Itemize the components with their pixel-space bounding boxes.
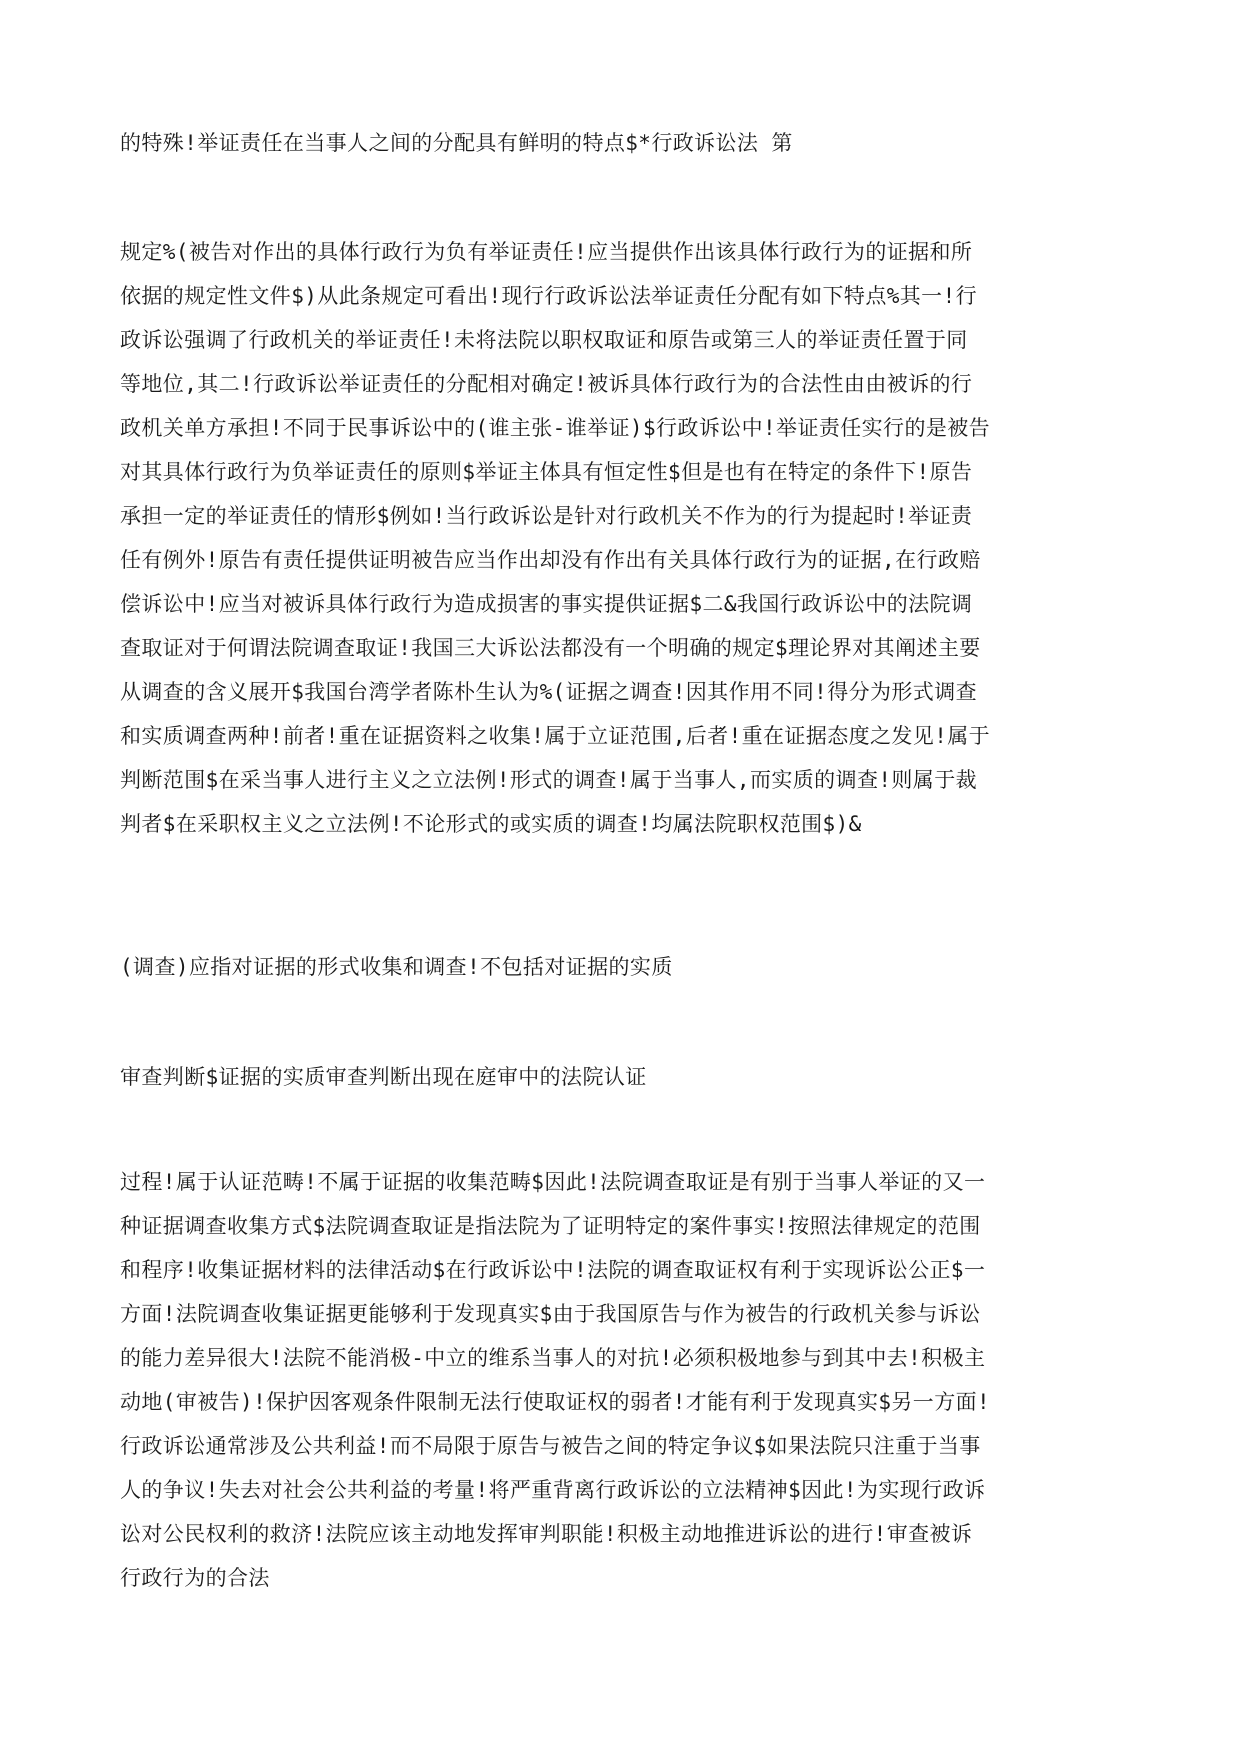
paragraph-5: 过程!属于认证范畴!不属于证据的收集范畴$因此!法院调查取证是有别于当事人举证的又一 种证据调查收集方式$法院调查取证是指法院为了证明特定的案件事实!按照法律规定的范围 和程序!收集证据材料的法律活动$在行政诉讼中!法院的调查取证权有利于实现诉讼公正$一 方面!法院调查收集证据更能够利于发现真实$由于我国原告与作为被告的行政机关参与诉讼 的能力差异很大!法院不能消极-中立的维系当事人的对抗!必须积极地参与到其中去!积极主 动地(审被告)!保护因客观条件限制无法行使取证权的弱者!才能有利于发现真实$另一方面! 行政诉讼通常涉及公共利益!而不局限于原告与被告之间的特定争议$如果法院只注重于当事 人的争议!失去对社会公共利益的考量!将严重背离行政诉讼的立法精神$因此!为实现行政诉 讼对公民权利的救济!法院应该主动地发挥审判职能!积极主动地推进诉讼的进行!审查被诉 行政行为的合法 — [120, 1170, 991, 1590]
paragraph-3: (调查)应指对证据的形式收集和调查!不包括对证据的实质 — [120, 955, 673, 979]
paragraph-1: 的特殊!举证责任在当事人之间的分配具有鲜明的特点$*行政诉讼法 第 — [120, 131, 793, 155]
paragraph-2: 规定%(被告对作出的具体行政行为负有举证责任!应当提供作出该具体行政行为的证据和所 依据的规定性文件$)从此条规定可看出!现行行政诉讼法举证责任分配有如下特点%其一!行 政诉讼强调了行政机关的举证责任!未将法院以职权取证和原告或第三人的举证责任置于同 等地位,其二!行政诉讼举证责任的分配相对确定!被诉具体行政行为的合法性由由被诉的行 政机关单方承担!不同于民事诉讼中的(谁主张-谁举证)$行政诉讼中!举证责任实行的是被告 对其具体行政行为负举证责任的原则$举证主体具有恒定性$但是也有在特定的条件下!原告 承担一定的举证责任的情形$例如!当行政诉讼是针对行政机关不作为的行为提起时!举证责 任有例外!原告有责任提供证明被告应当作出却没有作出有关具体行政行为的证据,在行政赔 偿诉讼中!应当对被诉具体行政行为造成损害的事实提供证据$二&我国行政诉讼中的法院调 查取证对于何谓法院调查取证!我国三大诉讼法都没有一个明确的规定$理论界对其阐述主要 从调查的含义展开$我国台湾学者陈朴生认为%(证据之调查!因其作用不同!得分为形式调查 和实质调查两种!前者!重在证据资料之收集!属于立证范围,后者!重在证据态度之发见!属于 判断范围$在采当事人进行主义之立法例!形式的调查!属于当事人,而实质的调查!则属于裁 判者$在采职权主义之立法例!不论形式的或实质的调查!均属法院职权范围$)& — [120, 240, 991, 836]
paragraph-4: 审查判断$证据的实质审查判断出现在庭审中的法院认证 — [120, 1065, 647, 1089]
